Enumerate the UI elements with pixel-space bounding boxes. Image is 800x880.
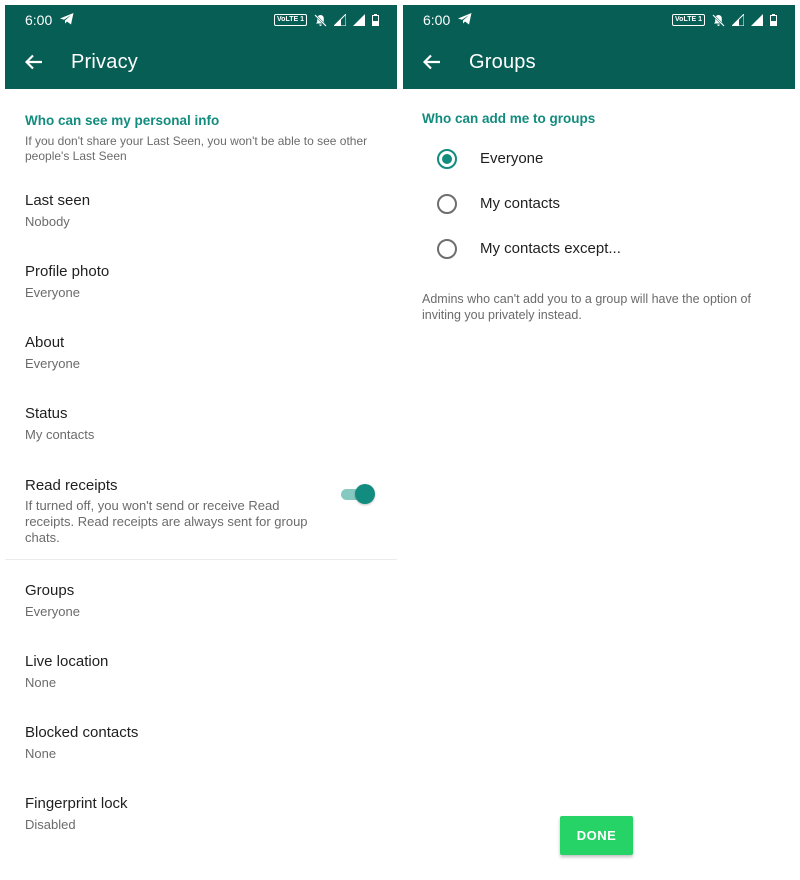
setting-value: None: [25, 675, 57, 690]
setting-value: Disabled: [25, 817, 76, 832]
setting-value: Everyone: [25, 604, 80, 619]
setting-value: My contacts: [25, 427, 95, 442]
app-bar: [403, 35, 795, 89]
status-time: 6:00: [423, 12, 451, 28]
privacy-screen: [5, 5, 397, 875]
setting-live-location[interactable]: [25, 633, 397, 704]
setting-profile-photo[interactable]: [25, 243, 397, 314]
mute-icon: [314, 14, 327, 27]
page-title: Groups: [469, 50, 536, 73]
radio-button[interactable]: [437, 194, 457, 214]
telegram-icon: [60, 12, 74, 28]
setting-fingerprint-lock[interactable]: [25, 775, 397, 846]
volte-badge: VoLTE 1: [672, 14, 705, 26]
setting-status[interactable]: [25, 385, 397, 456]
setting-value: Everyone: [25, 356, 80, 371]
radio-group: [422, 136, 775, 271]
setting-title: Fingerprint lock: [25, 795, 128, 812]
read-receipts-toggle[interactable]: [341, 484, 371, 504]
section-note: If you don't share your Last Seen, you won't be able to see other people's Last Seen: [25, 134, 368, 163]
battery-icon: [372, 14, 379, 26]
signal-icon: [353, 14, 365, 26]
setting-value: Nobody: [25, 214, 70, 229]
setting-title: Status: [25, 405, 68, 422]
volte-badge: VoLTE 1: [274, 14, 307, 26]
status-bar: [403, 5, 795, 35]
option-everyone[interactable]: [422, 136, 775, 181]
setting-title: Groups: [25, 582, 75, 599]
setting-value: None: [25, 746, 57, 761]
setting-title: Read receipts: [25, 477, 118, 494]
section-header: Who can add me to groups: [422, 111, 596, 126]
option-label: Everyone: [480, 150, 544, 167]
signal-icon: [334, 14, 346, 26]
setting-description: If turned off, you won't send or receive Read receipts. Read receipts are always sent for group chats.: [25, 498, 308, 545]
signal-icon: [751, 14, 763, 26]
toggle-thumb: [355, 484, 375, 504]
setting-about[interactable]: [25, 314, 397, 385]
signal-icon: [732, 14, 744, 26]
app-bar: [5, 35, 397, 89]
setting-last-seen[interactable]: [25, 172, 397, 243]
battery-icon: [770, 14, 777, 26]
setting-title: Live location: [25, 653, 109, 670]
back-button[interactable]: [19, 47, 49, 77]
section-header: Who can see my personal info: [25, 113, 220, 128]
mute-icon: [712, 14, 725, 27]
back-arrow-icon: [423, 54, 441, 70]
setting-value: Everyone: [25, 285, 80, 300]
privacy-list: [5, 113, 397, 846]
groups-note: Admins who can't add you to a group will have the option of inviting you privately instead.: [422, 292, 751, 322]
telegram-icon: [458, 12, 472, 28]
option-my-contacts-except[interactable]: [422, 226, 775, 271]
done-button[interactable]: DONE: [560, 816, 633, 855]
option-label: My contacts except...: [480, 240, 621, 257]
groups-options: [403, 89, 795, 323]
setting-title: About: [25, 334, 65, 351]
status-time: 6:00: [25, 12, 53, 28]
setting-title: Profile photo: [25, 263, 110, 280]
setting-blocked-contacts[interactable]: [25, 704, 397, 775]
status-bar: [5, 5, 397, 35]
setting-read-receipts[interactable]: [25, 456, 397, 547]
setting-title: Last seen: [25, 192, 91, 209]
groups-screen: [403, 5, 795, 875]
radio-button[interactable]: [437, 239, 457, 259]
setting-groups[interactable]: [25, 562, 397, 633]
radio-button-checked[interactable]: [437, 149, 457, 169]
option-label: My contacts: [480, 195, 561, 212]
back-button[interactable]: [417, 47, 447, 77]
back-arrow-icon: [25, 54, 43, 70]
radio-dot: [442, 154, 452, 164]
setting-title: Blocked contacts: [25, 724, 139, 741]
page-title: Privacy: [71, 50, 138, 73]
option-my-contacts[interactable]: [422, 181, 775, 226]
